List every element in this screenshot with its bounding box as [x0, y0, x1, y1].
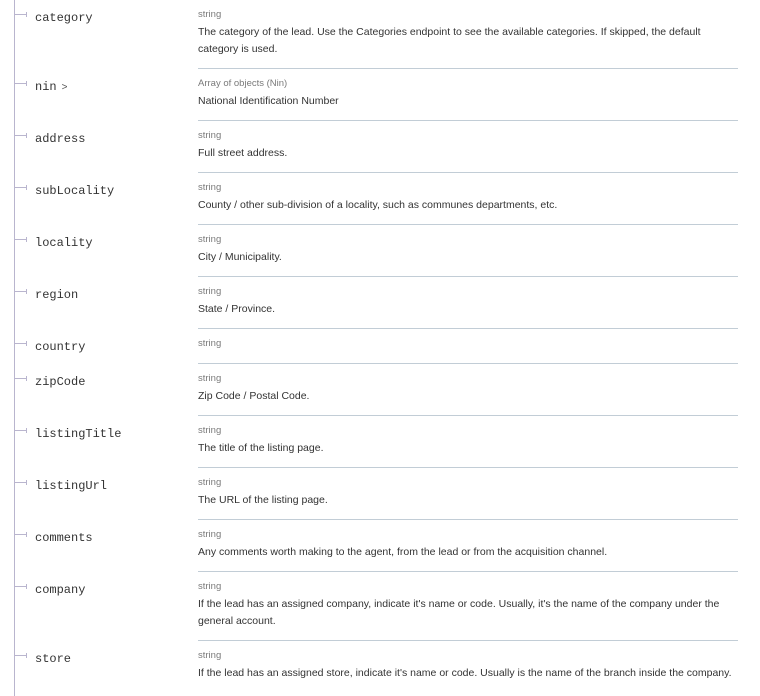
- field-description: If the lead has an assigned company, indicate it's name or code. Usually, it's the name of the company under the general account.: [198, 598, 720, 627]
- field-name-button: [35, 285, 78, 303]
- field-name: listingTitle: [35, 427, 122, 441]
- field-type: string: [198, 581, 222, 592]
- field-type: string: [198, 529, 222, 540]
- field-name-button: [35, 476, 107, 494]
- tree-connector-icon: [15, 239, 27, 240]
- field-description: County / other sub-division of a locality, such as communes departments, etc.: [198, 199, 558, 211]
- field-row: [0, 69, 760, 121]
- field-info-cell: [198, 121, 738, 173]
- expand-chevron-icon[interactable]: >: [61, 82, 68, 93]
- field-description: National Identification Number: [198, 95, 339, 107]
- field-name-button: [35, 424, 121, 442]
- tree-connector-icon: [15, 534, 27, 535]
- field-info-cell: [198, 173, 738, 225]
- field-name-button: [35, 337, 85, 355]
- field-row: [0, 225, 760, 277]
- tree-connector-icon: [15, 655, 27, 656]
- field-info-cell: [198, 69, 738, 121]
- tree-connector-icon: [15, 482, 27, 483]
- field-name-button[interactable]: [35, 77, 67, 95]
- field-row: [0, 641, 760, 692]
- field-type: Array of objects (Nin): [198, 78, 288, 89]
- field-name-cell: [0, 69, 198, 121]
- tree-connector-icon: [15, 430, 27, 431]
- tree-connector-icon: [15, 187, 27, 188]
- field-info-cell: [198, 0, 738, 69]
- field-name: comments: [35, 531, 93, 545]
- field-description: Any comments worth making to the agent, from the lead or from the acquisition channel.: [198, 546, 608, 558]
- field-row: [0, 364, 760, 416]
- field-name-cell: [0, 520, 198, 572]
- field-type: string: [198, 286, 222, 297]
- field-name-cell: [0, 277, 198, 329]
- field-description: State / Province.: [198, 303, 276, 315]
- field-name: locality: [35, 236, 93, 250]
- field-type: string: [198, 9, 222, 20]
- field-type: string: [198, 650, 222, 661]
- field-info-cell: [198, 572, 738, 641]
- field-name-button: [35, 580, 85, 598]
- field-row: [0, 468, 760, 520]
- field-info-cell: [198, 277, 738, 329]
- field-info-cell: [198, 329, 738, 364]
- field-name-button: [35, 129, 85, 147]
- field-description: Full street address.: [198, 147, 288, 159]
- field-row: [0, 173, 760, 225]
- field-name-cell: [0, 173, 198, 225]
- field-name-button: [35, 181, 114, 199]
- field-name: category: [35, 11, 93, 25]
- field-row: [0, 121, 760, 173]
- field-name: subLocality: [35, 184, 115, 198]
- field-type: string: [198, 477, 222, 488]
- field-type: string: [198, 234, 222, 245]
- field-name: country: [35, 340, 86, 354]
- field-name-cell: [0, 0, 198, 69]
- field-row: [0, 277, 760, 329]
- field-description: The title of the listing page.: [198, 442, 324, 454]
- field-info-cell: [198, 225, 738, 277]
- field-name-button: [35, 528, 93, 546]
- field-type: string: [198, 130, 222, 141]
- field-row: [0, 572, 760, 641]
- field-description: If the lead has an assigned store, indicate it's name or code. Usually is the name of the branch inside the company.: [198, 667, 732, 679]
- field-info-cell: [198, 641, 738, 692]
- field-name-button: [35, 649, 71, 667]
- field-name-cell: [0, 641, 198, 692]
- field-description: The URL of the listing page.: [198, 494, 328, 506]
- field-row: [0, 520, 760, 572]
- tree-connector-icon: [15, 14, 27, 15]
- field-name-button: [35, 233, 93, 251]
- field-description: Zip Code / Postal Code.: [198, 390, 310, 402]
- field-name: store: [35, 652, 72, 666]
- tree-connector-icon: [15, 83, 27, 84]
- field-type: string: [198, 338, 222, 349]
- field-info-cell: [198, 468, 738, 520]
- field-type: string: [198, 425, 222, 436]
- field-row: [0, 329, 760, 364]
- field-info-cell: [198, 364, 738, 416]
- field-description: City / Municipality.: [198, 251, 282, 263]
- field-name-cell: [0, 364, 198, 416]
- field-name: region: [35, 288, 79, 302]
- field-name-cell: [0, 468, 198, 520]
- tree-connector-icon: [15, 343, 27, 344]
- field-type: string: [198, 373, 222, 384]
- field-name-button: [35, 372, 85, 390]
- field-name-cell: [0, 121, 198, 173]
- field-row: [0, 416, 760, 468]
- field-name: zipCode: [35, 375, 86, 389]
- field-name: company: [35, 583, 86, 597]
- field-name-cell: [0, 572, 198, 641]
- field-name-button: [35, 8, 93, 26]
- tree-connector-icon: [15, 378, 27, 379]
- field-row: [0, 0, 760, 69]
- field-info-cell: [198, 520, 738, 572]
- field-name: nin: [35, 80, 57, 94]
- field-info-cell: [198, 416, 738, 468]
- field-name-cell: [0, 416, 198, 468]
- tree-connector-icon: [15, 135, 27, 136]
- field-name-cell: [0, 225, 198, 277]
- field-description: The category of the lead. Use the Categories endpoint to see the available categories. If skipped, the default category is used.: [198, 26, 701, 55]
- field-name: listingUrl: [35, 479, 108, 493]
- field-type: string: [198, 182, 222, 193]
- field-name-cell: [0, 329, 198, 364]
- tree-connector-icon: [15, 291, 27, 292]
- tree-connector-icon: [15, 586, 27, 587]
- field-name: address: [35, 132, 86, 146]
